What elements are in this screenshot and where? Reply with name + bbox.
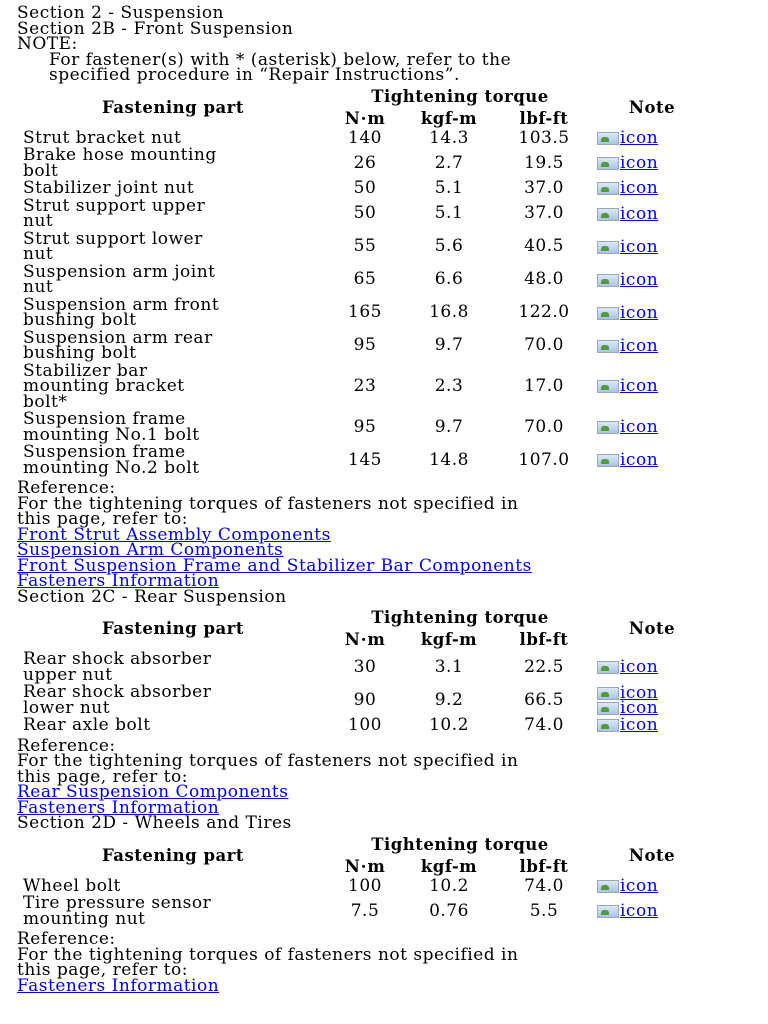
- torque-nm-cell: 50: [353, 203, 377, 224]
- broken-image-icon: [597, 340, 619, 353]
- torque-nm-cell: 30: [353, 656, 377, 677]
- broken-image-icon: [597, 182, 619, 195]
- note-icon-link[interactable]: [597, 302, 707, 323]
- fastening-part-text: Rear axle bolt: [23, 715, 151, 735]
- fastening-part-text: Stabilizer joint nut: [23, 178, 195, 198]
- icon-alt-text: icon: [620, 178, 659, 199]
- torque-kgfm-cell: 3.1: [434, 656, 464, 677]
- note-icon-link[interactable]: [597, 153, 707, 173]
- fastening-part-text: bushing bolt: [23, 343, 137, 363]
- header-row: [19, 834, 711, 856]
- fastening-part-cell: [19, 411, 327, 444]
- icon-alt-text: icon: [620, 376, 659, 397]
- fastening-part-text: mounting No.2 bolt: [23, 457, 200, 478]
- note-cell: [593, 297, 711, 330]
- section-heading: Section 2B - Front Suspension: [17, 18, 294, 39]
- torque-kgfm-cell: 10.2: [429, 875, 469, 896]
- torque-nm-cell: 23: [353, 376, 377, 396]
- torque-lbfft-cell: 103.5: [518, 127, 570, 148]
- torque-kgfm-cell: 2.3: [434, 376, 464, 396]
- broken-image-icon: [597, 208, 619, 221]
- torque-kgfm-cell: 2.7: [434, 152, 464, 173]
- icon-alt-text: icon: [620, 450, 659, 470]
- table-row: [19, 684, 711, 717]
- header-lbfft: lbf-ft: [519, 108, 569, 128]
- note-cell: [593, 264, 711, 297]
- note-icon-link[interactable]: [597, 657, 707, 677]
- reference-label: Reference:: [17, 735, 116, 756]
- header-kgfm: kgf-m: [420, 856, 478, 876]
- note-cell: [593, 411, 711, 444]
- note-cell: [593, 684, 711, 717]
- fastening-part-text: Rear shock absorber: [23, 682, 212, 702]
- table-header: [19, 834, 711, 878]
- reference-label: Reference:: [17, 929, 116, 949]
- torque-kgfm-cell: 10.2: [429, 715, 469, 735]
- header-kgfm: kgf-m: [420, 630, 478, 649]
- note-icon-link[interactable]: [597, 697, 707, 718]
- torque-nm-cell: 90: [353, 689, 377, 710]
- note-icon-link[interactable]: [597, 236, 707, 257]
- header-nm: N⋅m: [344, 108, 386, 128]
- table-body: [19, 875, 711, 929]
- note-cell: [593, 330, 711, 363]
- header-fastening-part: Fastening part: [102, 97, 244, 117]
- fastening-part-text: nut: [23, 277, 54, 297]
- note-cell: [593, 147, 711, 180]
- torque-nm-cell: 26: [353, 152, 377, 173]
- note-icon-link[interactable]: [597, 127, 707, 148]
- section-heading: Section 2C - Rear Suspension: [17, 586, 287, 607]
- table-body: [19, 127, 711, 478]
- torque-nm-cell: 145: [348, 449, 382, 470]
- note-cell: [593, 363, 711, 412]
- table-body: [19, 651, 711, 735]
- fastening-part-cell: [19, 195, 327, 231]
- icon-alt-text: icon: [620, 657, 659, 677]
- table-row: [19, 264, 711, 297]
- table-row: [19, 411, 711, 444]
- torque-nm-cell: 140: [348, 127, 382, 148]
- icon-alt-text: icon: [620, 302, 659, 323]
- header-lbfft: lbf-ft: [519, 856, 569, 876]
- reference-link[interactable]: Front Strut Assembly Components: [17, 524, 331, 545]
- torque-kgfm-cell: 9.7: [434, 416, 464, 437]
- icon-alt-text: icon: [620, 203, 659, 224]
- torque-kgfm-cell: 6.6: [434, 269, 464, 290]
- broken-image-icon: [597, 421, 619, 434]
- table-row: [19, 363, 711, 412]
- section-heading: Section 2D - Wheels and Tires: [17, 813, 292, 833]
- fastening-part-cell: [19, 261, 327, 297]
- torque-table: [19, 607, 711, 735]
- reference-link[interactable]: Fasteners Information: [17, 975, 220, 996]
- broken-image-icon: [597, 719, 619, 732]
- torque-lbfft-cell: 5.5: [529, 900, 559, 921]
- note-icon-link[interactable]: [597, 178, 707, 199]
- torque-lbfft-cell: 74.0: [524, 715, 564, 735]
- torque-lbfft-cell: 40.5: [524, 236, 564, 257]
- torque-lbfft-cell: 37.0: [524, 178, 564, 198]
- torque-kgfm-cell: 9.2: [434, 689, 464, 710]
- reference-link[interactable]: Fasteners Information: [17, 571, 220, 591]
- torque-nm-cell: 7.5: [350, 900, 380, 921]
- torque-kgfm-cell: 5.1: [434, 178, 464, 198]
- reference-link[interactable]: Fasteners Information: [17, 797, 220, 818]
- torque-kgfm-cell: 0.76: [429, 900, 469, 921]
- table-row: [19, 330, 711, 363]
- note-icon-link[interactable]: [597, 417, 707, 437]
- broken-image-icon: [597, 241, 619, 254]
- broken-image-icon: [597, 307, 619, 320]
- note-cell: [593, 875, 711, 896]
- reference-text: this page, refer to:: [17, 509, 188, 529]
- fastening-part-text: Suspension frame: [23, 409, 186, 429]
- header-nm: N⋅m: [344, 630, 386, 649]
- fastening-part-text: Wheel bolt: [23, 875, 121, 896]
- fastening-part-text: Strut support lower: [23, 228, 203, 249]
- table-row: [19, 231, 711, 264]
- table-row: [19, 444, 711, 477]
- fastening-part-text: Strut support upper: [23, 195, 206, 216]
- torque-lbfft-cell: 122.0: [518, 302, 570, 323]
- section-2b: [17, 3, 768, 591]
- fastening-part-cell: [19, 444, 327, 477]
- fastening-part-text: Rear shock absorber: [23, 649, 212, 669]
- torque-nm-cell: 50: [353, 178, 377, 198]
- torque-kgfm-cell: 16.8: [429, 302, 469, 323]
- broken-image-icon: [597, 380, 619, 393]
- header-row: [19, 607, 711, 629]
- fastening-part-text: Tire pressure sensor: [23, 893, 212, 913]
- header-tightening-torque: Tightening torque: [371, 834, 549, 854]
- header-note: Note: [628, 845, 676, 865]
- header-note: Note: [628, 619, 676, 638]
- icon-alt-text: icon: [620, 901, 659, 921]
- icon-alt-text: icon: [620, 127, 659, 148]
- torque-lbfft-cell: 37.0: [524, 203, 564, 224]
- torque-lbfft-cell: 48.0: [524, 269, 564, 290]
- header-note: Note: [628, 97, 676, 117]
- note-cell: [593, 895, 711, 928]
- section-2c: [17, 586, 768, 818]
- note-cell: [593, 198, 711, 231]
- fastening-part-cell: [19, 895, 327, 928]
- fastening-part-text: Suspension arm front: [23, 294, 220, 315]
- header-nm: N⋅m: [344, 856, 386, 876]
- section-heading: Section 2 - Suspension: [17, 3, 225, 23]
- broken-image-icon: [597, 702, 619, 715]
- fastening-part-text: mounting nut: [23, 908, 146, 929]
- broken-image-icon: [597, 687, 619, 700]
- icon-alt-text: icon: [620, 269, 659, 290]
- broken-image-icon: [597, 157, 619, 170]
- fastening-part-text: bushing bolt: [23, 310, 137, 330]
- torque-lbfft-cell: 107.0: [518, 449, 570, 470]
- note-icon-link[interactable]: [597, 376, 707, 397]
- fastening-part-text: mounting bracket: [23, 376, 185, 396]
- table-header: [19, 607, 711, 651]
- icon-alt-text: icon: [620, 682, 659, 703]
- table-row: [19, 147, 711, 180]
- torque-nm-cell: 100: [348, 715, 382, 735]
- fastening-part-cell: [19, 180, 327, 198]
- torque-kgfm-cell: 5.6: [434, 236, 464, 257]
- fastening-part-text: bolt: [23, 160, 59, 181]
- broken-image-icon: [597, 454, 619, 467]
- fastening-part-cell: [19, 684, 327, 717]
- icon-alt-text: icon: [620, 875, 659, 896]
- fastening-part-cell: [19, 147, 327, 180]
- header-kgfm: kgf-m: [420, 108, 478, 128]
- note-icon-link[interactable]: [597, 875, 707, 896]
- fastening-part-text: Suspension frame: [23, 442, 186, 462]
- fastening-part-cell: [19, 228, 327, 264]
- icon-alt-text: icon: [620, 697, 659, 718]
- torque-nm-cell: 100: [348, 875, 382, 896]
- torque-kgfm-cell: 5.1: [434, 203, 464, 224]
- table-row: [19, 180, 711, 198]
- note-icon-link[interactable]: [597, 203, 707, 224]
- fastening-part-text: upper nut: [23, 664, 113, 685]
- torque-nm-cell: 95: [353, 335, 377, 356]
- fastening-part-text: lower nut: [23, 697, 111, 718]
- torque-nm-cell: 65: [353, 269, 377, 290]
- note-icon-link[interactable]: [597, 269, 707, 290]
- fastening-part-cell: [19, 327, 327, 363]
- note-cell: [593, 651, 711, 684]
- header-tightening-torque: Tightening torque: [371, 608, 549, 627]
- fastening-part-cell: [19, 717, 327, 735]
- reference-label: Reference:: [17, 478, 116, 498]
- torque-kgfm-cell: 14.3: [429, 127, 469, 148]
- fastening-part-text: Strut bracket nut: [23, 127, 182, 148]
- fastening-part-text: Suspension arm rear: [23, 327, 213, 348]
- torque-lbfft-cell: 70.0: [524, 335, 564, 356]
- table-row: [19, 895, 711, 928]
- reference-text: For the tightening torques of fasteners not specified in: [17, 944, 519, 965]
- torque-nm-cell: 165: [348, 302, 382, 323]
- fastening-part-text: mounting No.1 bolt: [23, 424, 200, 445]
- header-row: [19, 86, 711, 108]
- broken-image-icon: [597, 132, 619, 145]
- reference-link[interactable]: Front Suspension Frame and Stabilizer Bar Components: [17, 555, 532, 576]
- fastening-part-cell: [19, 360, 327, 412]
- table-row: [19, 198, 711, 231]
- table-row: [19, 297, 711, 330]
- reference-text: For the tightening torques of fasteners not specified in: [17, 493, 519, 514]
- torque-lbfft-cell: 66.5: [524, 689, 564, 710]
- table-row: [19, 651, 711, 684]
- torque-lbfft-cell: 22.5: [524, 656, 564, 677]
- broken-image-icon: [597, 880, 619, 893]
- fastening-part-cell: [19, 651, 327, 684]
- note-cell: [593, 444, 711, 477]
- note-icon-link[interactable]: [597, 450, 707, 470]
- icon-alt-text: icon: [620, 417, 659, 437]
- torque-nm-cell: 95: [353, 416, 377, 437]
- torque-lbfft-cell: 17.0: [524, 376, 564, 396]
- reference-link[interactable]: Suspension Arm Components: [17, 540, 284, 560]
- reference-text: this page, refer to:: [17, 766, 188, 787]
- header-fastening-part: Fastening part: [102, 845, 244, 865]
- broken-image-icon: [597, 661, 619, 674]
- reference-text: this page, refer to:: [17, 960, 188, 980]
- fastening-part-text: nut: [23, 244, 54, 264]
- torque-lbfft-cell: 19.5: [524, 152, 564, 173]
- torque-table: [19, 86, 711, 478]
- note-cell: [593, 717, 711, 735]
- broken-image-icon: [597, 274, 619, 287]
- table-header: [19, 86, 711, 130]
- note-text: For fastener(s) with * (asterisk) below, refer to the: [49, 49, 512, 70]
- note-icon-link[interactable]: [597, 335, 707, 356]
- fastening-part-text: bolt*: [23, 391, 68, 412]
- note-icon-link[interactable]: [597, 901, 707, 921]
- fastening-part-text: nut: [23, 211, 54, 231]
- note-icon-link[interactable]: [597, 715, 707, 736]
- broken-image-icon: [597, 905, 619, 918]
- torque-lbfft-cell: 74.0: [524, 875, 564, 896]
- header-fastening-part: Fastening part: [102, 619, 244, 638]
- torque-lbfft-cell: 70.0: [524, 416, 564, 437]
- note-cell: [593, 180, 711, 198]
- icon-alt-text: icon: [620, 335, 659, 356]
- fastening-part-cell: [19, 294, 327, 330]
- reference-text: For the tightening torques of fasteners not specified in: [17, 751, 519, 771]
- fastening-part-text: Brake hose mounting: [23, 145, 217, 165]
- note-cell: [593, 127, 711, 148]
- torque-kgfm-cell: 9.7: [434, 335, 464, 356]
- table-row: [19, 717, 711, 735]
- section-2d: [17, 813, 768, 996]
- note-label: NOTE:: [17, 34, 78, 54]
- header-tightening-torque: Tightening torque: [371, 86, 549, 106]
- icon-alt-text: icon: [620, 153, 659, 173]
- icon-alt-text: icon: [620, 715, 659, 736]
- torque-nm-cell: 55: [353, 236, 377, 257]
- note-text: specified procedure in “Repair Instructions”.: [49, 65, 460, 85]
- icon-alt-text: icon: [620, 236, 659, 257]
- fastening-part-text: Stabilizer bar: [23, 360, 148, 381]
- torque-table: [19, 834, 711, 929]
- reference-link[interactable]: Rear Suspension Components: [17, 782, 289, 802]
- fastening-part-text: Suspension arm joint: [23, 261, 216, 282]
- note-cell: [593, 231, 711, 264]
- torque-kgfm-cell: 14.8: [429, 449, 469, 470]
- header-lbfft: lbf-ft: [519, 630, 569, 649]
